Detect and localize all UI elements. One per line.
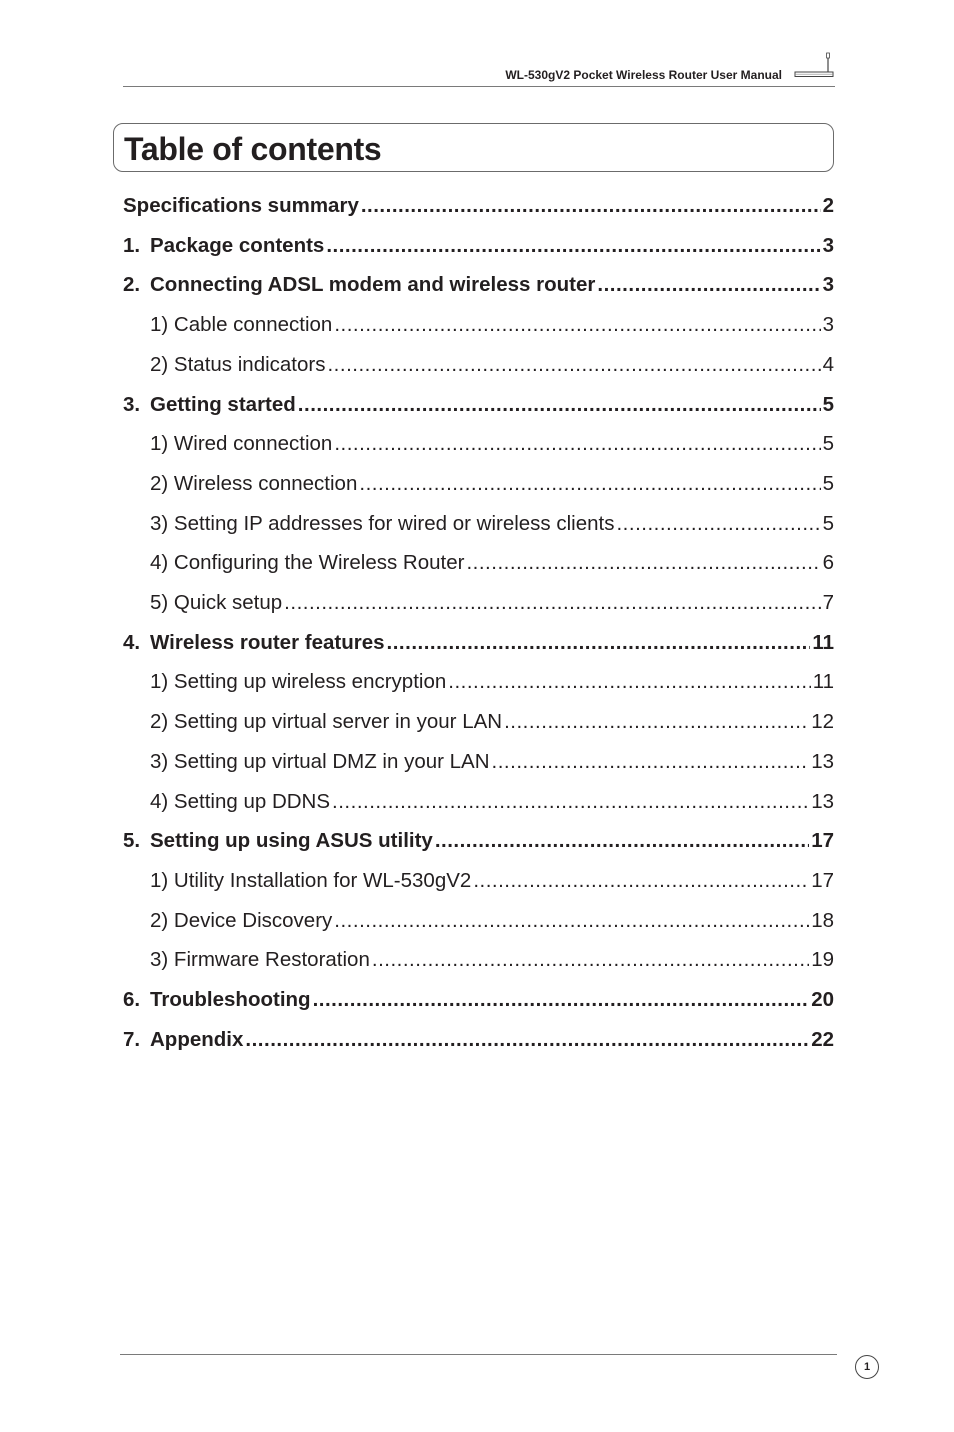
toc-entry-label: Wireless router features [150,630,385,654]
toc-entry-number: 3. [123,392,141,416]
toc-entry-number: 1. [123,233,141,257]
toc-entry-page: 13 [811,789,834,813]
dot-leader [359,472,820,496]
dot-leader [448,670,810,694]
toc-entry[interactable] [150,948,834,972]
toc-entry-page: 17 [811,829,834,853]
toc-entry[interactable] [150,591,834,615]
toc-entry[interactable] [150,353,834,377]
toc-entry[interactable] [123,393,834,417]
dot-leader [334,313,820,337]
toc-entry-page: 7 [822,591,834,614]
dot-leader [313,988,810,1012]
toc-entry[interactable] [123,273,834,297]
toc-entry-number: 7. [123,1027,141,1051]
toc-entry-label: Connecting ADSL modem and wireless router [150,273,596,297]
dot-leader [298,393,821,417]
toc-entry-label: 2) Device Discovery [150,908,333,932]
toc-entry-page: 5 [822,392,834,416]
toc-entry-label: 1) Wired connection [150,432,333,456]
toc-entry-label: 3) Setting up virtual DMZ in your LAN [150,749,490,773]
toc-entry-label: Package contents [150,233,325,257]
title-box [113,123,834,172]
toc-entry-page: 13 [811,749,834,773]
toc-entry-label: 2) Status indicators [150,352,326,376]
header-title: WL-530gV2 Pocket Wireless Router User Manual [505,68,782,82]
toc-entry-number: 2. [123,273,141,297]
toc-entry[interactable] [123,234,834,258]
toc-entry-page: 18 [811,908,834,932]
toc-entry-page: 3 [822,233,834,257]
toc-entry-number: 4. [123,630,141,654]
toc-entry-page: 3 [822,273,834,297]
toc-entry[interactable] [150,710,834,734]
dot-leader [327,353,820,377]
dot-leader [332,790,809,814]
toc-entry[interactable] [150,869,834,893]
toc-entry-page: 17 [811,868,834,892]
toc-entry[interactable] [150,472,834,496]
toc-entry-page: 5 [822,432,834,456]
page-number-badge: 1 [855,1355,879,1379]
toc-entry-page: 6 [822,551,834,575]
toc-entry-label: 5) Quick setup [150,591,283,614]
toc-entry-label: 1) Utility Installation for WL-530gV2 [150,868,472,892]
dot-leader [597,273,820,297]
toc-entry-label: 4) Setting up DDNS [150,789,331,813]
toc-entry[interactable] [123,1028,834,1052]
header-divider [123,86,835,87]
toc-entry[interactable] [150,432,834,456]
toc-entry-number: 6. [123,988,141,1011]
toc-entry-label: Appendix [150,1027,244,1051]
toc-entry-label: 3) Setting IP addresses for wired or wireless clients [150,511,615,535]
dot-leader [473,869,809,893]
toc-entry-page: 22 [811,1027,834,1051]
toc-entry[interactable] [123,631,834,655]
toc-entry-label: 1) Setting up wireless encryption [150,670,447,694]
dot-leader [361,194,821,218]
dot-leader [245,1028,809,1052]
toc-entry-page: 5 [822,471,834,495]
toc-entry[interactable] [150,909,834,933]
dot-leader [372,948,809,972]
toc-entry[interactable] [150,670,834,694]
toc-entry[interactable] [123,988,834,1012]
toc-entry-page: 5 [822,511,834,535]
toc-entry-label: 1) Cable connection [150,313,333,337]
toc-entry-label: Troubleshooting [150,988,311,1011]
toc-entry[interactable] [123,829,834,853]
toc-entry-page: 2 [822,194,834,217]
dot-leader [334,909,809,933]
toc-entry-label: Specifications summary [123,194,359,217]
toc-entry-label: Getting started [150,392,296,416]
toc-entry[interactable] [150,512,834,536]
router-icon [792,52,836,80]
toc-entry-page: 11 [812,630,834,654]
toc-entry[interactable] [150,551,834,575]
toc-entry-page: 3 [822,313,834,337]
dot-leader [326,234,820,258]
toc-entry-label: 2) Setting up virtual server in your LAN [150,710,503,734]
dot-leader [616,512,820,536]
toc-entry-label: 2) Wireless connection [150,471,358,495]
dot-leader [387,631,811,655]
toc-entry-page: 4 [822,352,834,376]
toc-entry[interactable] [123,194,834,218]
dot-leader [492,750,810,774]
toc-entry-label: 4) Configuring the Wireless Router [150,551,465,575]
toc-entry[interactable] [150,750,834,774]
dot-leader [504,710,809,734]
toc-entry-page: 11 [812,670,834,694]
toc-entry-page: 20 [811,988,834,1011]
toc-entry[interactable] [150,790,834,814]
toc-entry-page: 12 [811,710,834,734]
dot-leader [284,591,820,615]
toc-entry-number: 5. [123,829,141,853]
dot-leader [435,829,809,853]
toc-entry-label: 3) Firmware Restoration [150,948,370,972]
dot-leader [334,432,820,456]
page-title: Table of contents [124,131,382,167]
toc-entry-page: 19 [811,948,834,972]
toc-entry[interactable] [150,313,834,337]
toc-entry-label: Setting up using ASUS utility [150,829,433,853]
footer-divider [120,1354,837,1355]
dot-leader [466,551,820,575]
